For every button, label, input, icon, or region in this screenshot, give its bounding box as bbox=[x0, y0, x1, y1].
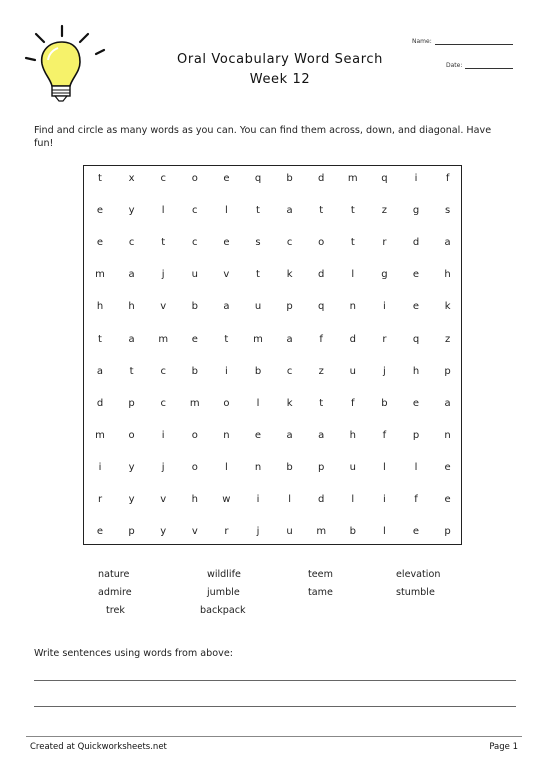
grid-letter: m bbox=[189, 397, 200, 409]
grid-letter: a bbox=[286, 429, 293, 441]
grid-letter: u bbox=[349, 461, 356, 473]
word-list-item: nature bbox=[98, 569, 130, 580]
grid-letter: h bbox=[128, 301, 135, 313]
grid-letter: a bbox=[96, 365, 104, 377]
page-number: Page 1 bbox=[489, 742, 518, 752]
name-blank bbox=[435, 38, 513, 45]
date-label: Date: bbox=[446, 62, 463, 69]
grid-letter: r bbox=[382, 333, 387, 345]
grid-letter: g bbox=[381, 269, 388, 281]
grid-letter: o bbox=[191, 173, 198, 184]
name-field bbox=[412, 38, 513, 45]
grid-letter: t bbox=[129, 365, 134, 377]
grid-letter: l bbox=[351, 494, 355, 505]
grid-letter: c bbox=[128, 237, 135, 249]
grid-letter: t bbox=[98, 173, 102, 184]
grid-letter: z bbox=[444, 333, 451, 345]
grid-letter: b bbox=[191, 365, 198, 377]
word-list-item: jumble bbox=[207, 587, 240, 598]
grid-letter: f bbox=[382, 429, 387, 441]
grid-letter: f bbox=[351, 397, 355, 409]
footer-credit: Created at Quickworksheets.net bbox=[30, 742, 167, 752]
grid-letter: i bbox=[161, 429, 165, 441]
grid-letter: e bbox=[412, 301, 420, 313]
grid-letter: b bbox=[349, 526, 356, 538]
grid-letter: r bbox=[224, 526, 229, 538]
grid-letter: e bbox=[223, 237, 230, 249]
grid-letter: j bbox=[383, 365, 386, 377]
grid-letter: p bbox=[128, 526, 135, 538]
grid-letter: p bbox=[444, 365, 451, 377]
word-list-item: backpack bbox=[200, 605, 246, 616]
grid-letter: v bbox=[191, 526, 198, 538]
grid-letter: o bbox=[128, 429, 135, 441]
grid-letter: a bbox=[286, 205, 293, 217]
grid-letter: e bbox=[412, 526, 420, 538]
answer-line bbox=[34, 706, 516, 707]
grid-letter: a bbox=[128, 269, 135, 281]
grid-letter: w bbox=[222, 494, 231, 505]
lightbulb-icon bbox=[22, 24, 112, 108]
grid-letter: a bbox=[128, 333, 135, 345]
grid-letter: e bbox=[412, 397, 420, 409]
grid-letter: c bbox=[160, 397, 166, 409]
date-field bbox=[446, 62, 513, 69]
grid-letter: d bbox=[318, 173, 325, 184]
grid-letter: j bbox=[161, 461, 165, 473]
grid-letter: t bbox=[319, 397, 324, 409]
grid-letter: b bbox=[286, 173, 293, 184]
grid-letter: i bbox=[383, 301, 386, 313]
grid-letter: q bbox=[412, 333, 420, 345]
grid-letter: o bbox=[191, 461, 198, 473]
grid-letter: p bbox=[128, 397, 135, 409]
grid-letter: r bbox=[382, 237, 387, 249]
grid-letter: t bbox=[224, 333, 229, 345]
word-list-item: admire bbox=[98, 587, 132, 598]
grid-letter: u bbox=[286, 526, 293, 538]
grid-letter: j bbox=[161, 269, 165, 281]
grid-letter: e bbox=[444, 494, 451, 505]
grid-letter: m bbox=[253, 333, 263, 345]
grid-letter: g bbox=[412, 205, 420, 217]
grid-letter: e bbox=[444, 461, 451, 473]
grid-letter: j bbox=[256, 526, 260, 538]
grid-letter: d bbox=[96, 397, 104, 409]
grid-letter: l bbox=[383, 526, 386, 538]
grid-letter: b bbox=[254, 365, 262, 377]
grid-letter: v bbox=[160, 494, 167, 505]
grid-letter: n bbox=[349, 301, 356, 313]
grid-letter: a bbox=[286, 333, 293, 345]
grid-letter: u bbox=[191, 269, 198, 281]
grid-letter: d bbox=[349, 333, 356, 345]
grid-letter: e bbox=[254, 429, 262, 441]
grid-letter: e bbox=[96, 526, 104, 538]
grid-letter: m bbox=[347, 173, 358, 184]
grid-letter: h bbox=[191, 494, 198, 505]
grid-letter: t bbox=[256, 269, 260, 281]
grid-letter: m bbox=[316, 526, 327, 538]
grid-letter: t bbox=[350, 237, 355, 249]
grid-letter: s bbox=[255, 237, 261, 249]
grid-letter: t bbox=[98, 333, 102, 345]
grid-letter: k bbox=[286, 397, 293, 409]
grid-letter: m bbox=[95, 429, 105, 441]
grid-letter: c bbox=[192, 237, 198, 249]
grid-letter: f bbox=[319, 333, 323, 345]
worksheet-subtitle: Week 12 bbox=[249, 72, 311, 87]
grid-letter: l bbox=[161, 205, 165, 217]
word-list-item: stumble bbox=[396, 587, 435, 598]
grid-letter: l bbox=[225, 205, 228, 217]
grid-letter: c bbox=[160, 173, 166, 184]
grid-letter: e bbox=[96, 237, 104, 249]
grid-letter: p bbox=[444, 526, 451, 538]
grid-letter: t bbox=[161, 237, 166, 249]
grid-letter: l bbox=[288, 494, 291, 505]
grid-letter: t bbox=[319, 205, 324, 217]
grid-letter: q bbox=[318, 301, 325, 313]
grid-letter: p bbox=[412, 429, 420, 441]
grid-letter: y bbox=[128, 205, 135, 217]
grid-letter: v bbox=[223, 269, 230, 281]
grid-letter: l bbox=[351, 269, 355, 281]
word-list-item: tame bbox=[308, 587, 333, 598]
grid-letter: f bbox=[414, 494, 418, 505]
grid-letter: z bbox=[381, 205, 388, 217]
grid-letter: c bbox=[192, 205, 198, 217]
grid-letter: i bbox=[256, 494, 260, 505]
name-label: Name: bbox=[412, 38, 432, 45]
grid-letter: e bbox=[412, 269, 420, 281]
grid-letter: y bbox=[128, 494, 135, 505]
grid-letter: c bbox=[286, 237, 293, 249]
grid-letter: o bbox=[223, 397, 230, 409]
grid-letter: m bbox=[95, 269, 105, 281]
grid-letter: n bbox=[223, 429, 230, 441]
grid-letter: u bbox=[349, 365, 356, 377]
grid-letter: l bbox=[256, 397, 260, 409]
grid-letter: n bbox=[444, 429, 451, 441]
word-list-item: wildlife bbox=[207, 569, 241, 580]
date-blank bbox=[465, 62, 513, 69]
word-list-item: elevation bbox=[396, 569, 441, 580]
write-prompt: Write sentences using words from above: bbox=[34, 648, 233, 659]
grid-letter: a bbox=[444, 237, 451, 249]
grid-letter: l bbox=[414, 461, 418, 473]
word-list-item: trek bbox=[106, 605, 125, 616]
grid-letter: h bbox=[412, 365, 420, 377]
grid-letter: h bbox=[349, 429, 356, 441]
grid-letter: y bbox=[128, 461, 135, 473]
grid-letter: p bbox=[318, 461, 325, 473]
grid-letter: f bbox=[445, 173, 450, 184]
grid-letter: u bbox=[254, 301, 262, 313]
grid-letter: h bbox=[444, 269, 451, 281]
grid-letter: y bbox=[160, 526, 167, 538]
grid-letter: q bbox=[381, 173, 388, 184]
grid-letter: l bbox=[225, 461, 228, 473]
grid-letter: o bbox=[191, 429, 198, 441]
grid-letter: c bbox=[160, 365, 166, 377]
grid-letter: s bbox=[444, 205, 451, 217]
grid-letter: i bbox=[383, 494, 386, 505]
grid-letter: t bbox=[350, 205, 355, 217]
grid-letter: e bbox=[96, 205, 104, 217]
grid-letter: r bbox=[97, 494, 103, 505]
worksheet-title: Oral Vocabulary Word Search bbox=[177, 52, 383, 67]
grid-letter: i bbox=[98, 461, 102, 473]
grid-letter: h bbox=[96, 301, 104, 313]
grid-letter: t bbox=[256, 205, 260, 217]
footer-rule bbox=[26, 736, 522, 737]
grid-letter: b bbox=[381, 397, 388, 409]
grid-letter: d bbox=[318, 269, 325, 281]
word-list-item: teem bbox=[308, 569, 333, 580]
grid-letter: n bbox=[254, 461, 262, 473]
grid-letter: b bbox=[191, 301, 198, 313]
grid-letter: k bbox=[286, 269, 293, 281]
grid-letter: x bbox=[128, 173, 135, 184]
grid-letter: c bbox=[286, 365, 293, 377]
grid-letter: k bbox=[444, 301, 451, 313]
instructions: Find and circle as many words as you can. You can find them across, down, and diagonal. Have fun! bbox=[34, 125, 492, 149]
grid-letter: i bbox=[225, 365, 228, 377]
grid-letter: b bbox=[286, 461, 293, 473]
grid-letter: e bbox=[223, 173, 230, 184]
grid-letter: p bbox=[286, 301, 293, 313]
grid-letter: o bbox=[318, 237, 325, 249]
answer-line bbox=[34, 680, 516, 681]
grid-letter: e bbox=[191, 333, 198, 345]
grid-letter: d bbox=[318, 494, 325, 505]
word-search-grid bbox=[83, 165, 462, 545]
grid-letter: a bbox=[223, 301, 230, 313]
grid-letter: l bbox=[383, 461, 386, 473]
grid-letter: a bbox=[444, 397, 451, 409]
grid-letter: m bbox=[158, 333, 169, 345]
grid-letter: a bbox=[318, 429, 325, 441]
grid-letter: d bbox=[412, 237, 420, 249]
grid-letter: q bbox=[254, 173, 262, 184]
grid-letter: v bbox=[160, 301, 167, 313]
grid-letter: i bbox=[414, 173, 418, 184]
grid-letter: z bbox=[318, 365, 324, 377]
